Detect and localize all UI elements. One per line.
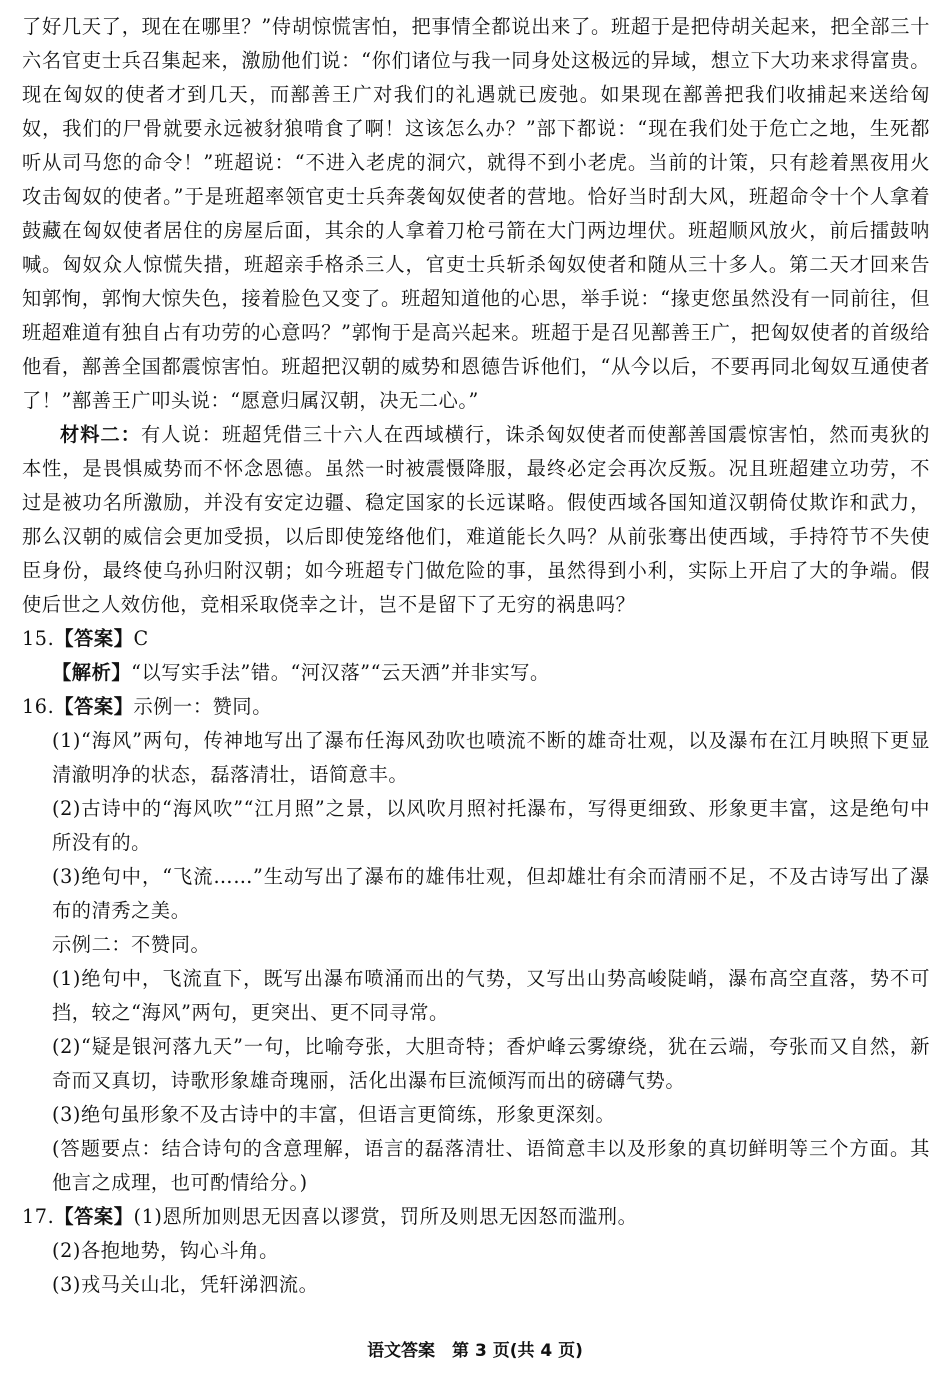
material2-label: 材料二： bbox=[60, 423, 141, 446]
q15-answer-value: C bbox=[133, 627, 149, 650]
q15-analysis-tag: 【解析】 bbox=[52, 661, 132, 684]
q17-answer bbox=[22, 1200, 930, 1234]
q15-analysis bbox=[22, 656, 930, 690]
material1-continuation: 了好几天了，现在在哪里？”侍胡惊慌害怕，把事情全都说出来了。班超于是把侍胡关起来，把全部三十六名官吏士兵召集起来，激励他们说：“你们诸位与我一同身处这极远的异域，想立下大功来求得富贵。现在匈奴的使者才到几天，而鄯善王广对我们的礼遇就已废弛。如果现在鄯善把我们收捕起来送给匈奴，我们的尸骨就要永远被豺狼啃食了啊！这该怎么办？”部下都说：“现在我们处于危亡之地，生死都听从司马您的命令！”班超说：“不进入老虎的洞穴，就得不到小老虎。当前的计策，只有趁着黑夜用火攻击匈奴的使者。”于是班超率领官吏士兵奔袭匈奴使者的营地。恰好当时刮大风，班超命令十个人拿着鼓藏在匈奴使者居住的房屋后面，其余的人拿着刀枪弓箭在大门两边埋伏。班超顺风放火，前后擂鼓呐喊。匈奴众人惊慌失措，班超亲手格杀三人，官吏士兵斩杀匈奴使者和随从三十多人。第二天才回来告知郭恂，郭恂大惊失色，接着脸色又变了。班超知道他的心思，举手说：“掾吏您虽然没有一同前往，但班超难道有独自占有功劳的心意吗？”郭恂于是高兴起来。班超于是召见鄯善王广，把匈奴使者的首级给他看，鄯善全国都震惊害怕。班超把汉朝的威势和恩德告诉他们，“从今以后，不要再同北匈奴互通使者了！”鄯善王广叩头说：“愿意归属汉朝，决无二心。” bbox=[22, 15, 930, 412]
q17-item: (1)恩所加则思无因喜以谬赏，罚所及则思无因怒而滥刑。 bbox=[133, 1205, 638, 1228]
q17-item: (2)各抱地势，钩心斗角。 bbox=[52, 1239, 279, 1262]
q16-scoring-note: (答题要点：结合诗句的含意理解，语言的磊落清壮、语简意丰以及形象的真切鲜明等三个方面。其他言之成理，也可酌情给分。) bbox=[52, 1137, 930, 1194]
q16-ex2-item: (2)“疑是银河落九天”一句，比喻夸张，大胆奇特；香炉峰云雾缭绕，犹在云端，夸张而又自然，新奇而又真切，诗歌形象雄奇瑰丽，活化出瀑布巨流倾泻而出的磅礴气势。 bbox=[52, 1035, 930, 1092]
material2-text: 有人说：班超凭借三十六人在西域横行，诛杀匈奴使者而使鄯善国震惊害怕，然而夷狄的本性，是畏惧威势而不怀念恩德。虽然一时被震慑降服，最终必定会再次反叛。况且班超建立功劳，不过是被功名所激励，并没有安定边疆、稳定国家的长远谋略。假使西域各国知道汉朝倚仗欺诈和武力，那么汉朝的威信会更加受损，以后即使笼络他们，难道能长久吗？从前张骞出使西域，手持符节不失使臣身份，最终使乌孙归附汉朝；如今班超专门做危险的事，虽然得到小利，实际上开启了大的争端。假使后世之人效仿他，竞相采取侥幸之计，岂不是留下了无穷的祸患吗？ bbox=[22, 423, 930, 616]
q16-answer-tag: 【答案】 bbox=[54, 695, 134, 718]
q16-ex2-item: (3)绝句虽形象不及古诗中的丰富，但语言更简练，形象更深刻。 bbox=[52, 1103, 616, 1126]
q16-intro: 示例一：赞同。 bbox=[133, 695, 272, 718]
q15-analysis-text: “以写实手法”错。“河汉落”“云天洒”并非实写。 bbox=[131, 661, 550, 684]
q17-number: 17. bbox=[22, 1205, 55, 1228]
q17-answer-tag: 【答案】 bbox=[54, 1205, 134, 1228]
q15-number: 15. bbox=[22, 627, 55, 650]
q16-ex2-title: 示例二：不赞同。 bbox=[52, 933, 211, 956]
q16-ex1-item: (2)古诗中的“海风吹”“江月照”之景，以风吹月照衬托瀑布，写得更细致、形象更丰富，这是绝句中所没有的。 bbox=[52, 797, 930, 854]
q16-ex1-item: (1)“海风”两句，传神地写出了瀑布任海风劲吹也喷流不断的雄奇壮观，以及瀑布在江月映照下更显清澈明净的状态，磊落清壮，语简意丰。 bbox=[52, 729, 930, 786]
q16-answer bbox=[22, 690, 930, 724]
q16-ex2-item: (1)绝句中，飞流直下，既写出瀑布喷涌而出的气势，又写出山势高峻陡峭，瀑布高空直落，势不可挡，较之“海风”两句，更突出、更不同寻常。 bbox=[52, 967, 930, 1024]
q15-answer bbox=[22, 622, 930, 656]
q16-ex1-item: (3)绝句中，“飞流……”生动写出了瀑布的雄伟壮观，但却雄壮有余而清丽不足，不及古诗写出了瀑布的清秀之美。 bbox=[52, 865, 930, 922]
material2-paragraph bbox=[22, 418, 930, 622]
q17-item: (3)戎马关山北，凭轩涕泗流。 bbox=[52, 1273, 319, 1296]
q16-number: 16. bbox=[22, 695, 55, 718]
page-footer: 语文答案 第 3 页(共 4 页) bbox=[367, 1341, 583, 1361]
answer-page bbox=[22, 10, 930, 1302]
q15-answer-tag: 【答案】 bbox=[54, 627, 134, 650]
